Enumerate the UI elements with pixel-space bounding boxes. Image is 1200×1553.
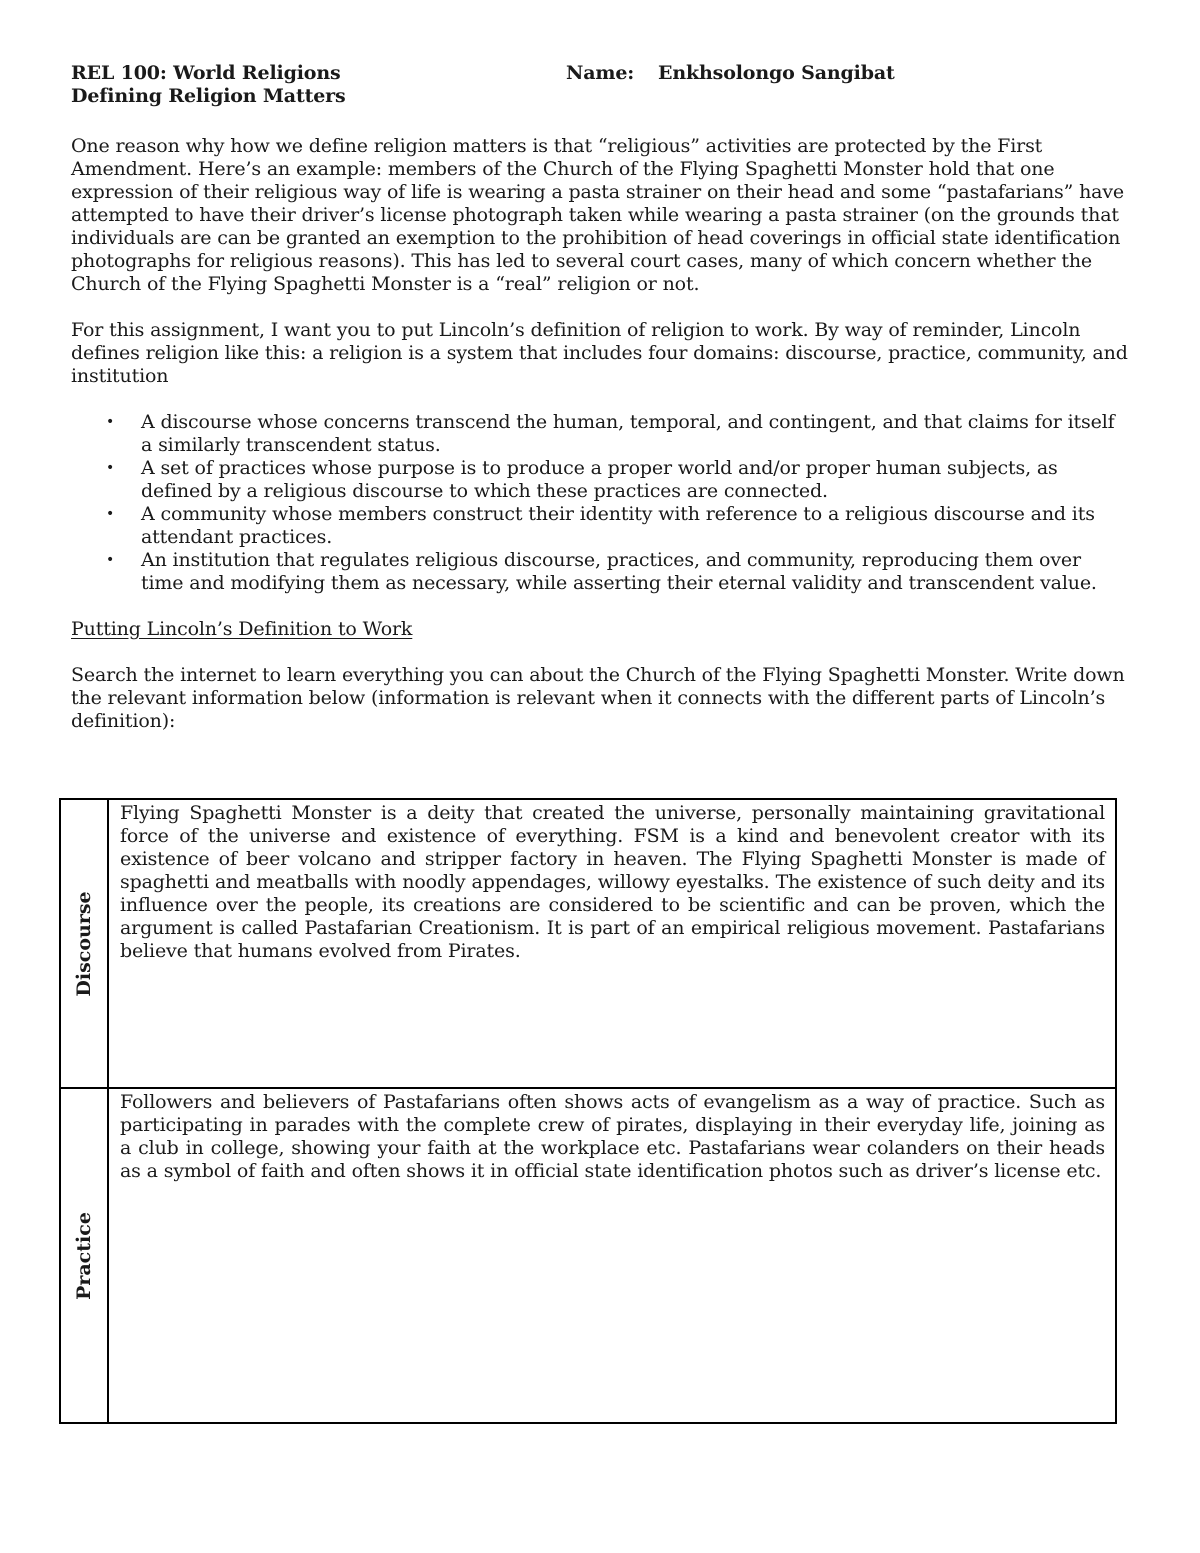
practice-answer[interactable]: Followers and believers of Pastafarians often shows acts of evangelism as a way of practice. Such as participating in parades with the complete crew of pirates, displaying in their everyday life, joining as a club in college, showing your faith at the workplace etc. Pastafarians wear colanders on their heads as a symbol of faith and often shows it in official state identification photos such as driver’s license etc. — [120, 1091, 1105, 1182]
definition-list — [71, 411, 1131, 595]
course-title: REL 100: World Religions — [71, 62, 341, 84]
row-label: Discourse — [73, 890, 95, 997]
definition-text: A community whose members construct their identity with reference to a religious discourse and its attendant practices. — [141, 503, 1095, 548]
row-label-cell — [61, 1089, 109, 1422]
table-row-discourse — [61, 800, 1115, 1089]
bullet-icon: • — [106, 506, 115, 522]
definition-text: A discourse whose concerns transcend the human, temporal, and contingent, and that claims for itself a similarly transcendent status. — [141, 411, 1115, 456]
row-label-cell — [61, 800, 109, 1087]
assignment-title: Defining Religion Matters — [71, 85, 346, 107]
student-name: Enkhsolongo Sangibat — [658, 62, 895, 84]
list-item — [71, 503, 1131, 549]
bullet-icon: • — [106, 552, 115, 568]
answer-table — [59, 798, 1117, 1424]
discourse-answer[interactable]: Flying Spaghetti Monster is a deity that created the universe, personally maintaining gravitational force of the universe and existence of everything. FSM is a kind and benevolent creator with its existence of beer volcano and stripper factory in heaven. The Flying Spaghetti Monster is made of spaghetti and meatballs with noodly appendages, willowy eyestalks. The existence of such deity and its influence over the people, its creations are considered to be scientific and can be proven, which the argument is called Pastafarian Creationism. It is part of an empirical religious movement. Pastafarians believe that humans evolved from Pirates. — [120, 802, 1105, 962]
document-page — [71, 62, 1131, 733]
assignment-paragraph: For this assignment, I want you to put Lincoln’s definition of religion to work. By way of reminder, Lincoln defines religion like this: a religion is a system that includes four domains: discourse, practice, community, and institution — [71, 319, 1128, 387]
section-heading: Putting Lincoln’s Definition to Work — [71, 618, 413, 640]
list-item — [71, 411, 1131, 457]
student-name-block — [566, 62, 895, 85]
name-label: Name: — [566, 62, 635, 84]
table-row-practice — [61, 1089, 1115, 1422]
bullet-icon: • — [106, 460, 115, 476]
bullet-icon: • — [106, 414, 115, 430]
row-label: Practice — [73, 1211, 95, 1300]
list-item — [71, 549, 1131, 595]
list-item — [71, 457, 1131, 503]
definition-text: An institution that regulates religious discourse, practices, and community, reproducing them over time and modifying them as necessary, while asserting their eternal validity and transcendent value. — [141, 549, 1097, 594]
instructions-paragraph: Search the internet to learn everything you can about the Church of the Flying Spaghetti Monster. Write down the relevant information below (information is relevant when it connects with the different parts of Lincoln’s definition): — [71, 664, 1125, 732]
definition-text: A set of practices whose purpose is to produce a proper world and/or proper human subjects, as defined by a religious discourse to which these practices are connected. — [141, 457, 1058, 502]
header-line — [71, 62, 1131, 85]
intro-paragraph: One reason why how we define religion matters is that “religious” activities are protected by the First Amendment. Here’s an example: members of the Church of the Flying Spaghetti Monster hold that one expression of their religious way of life is wearing a pasta strainer on their head and some “pastafarians” have attempted to have their driver’s license photograph taken while wearing a pasta strainer (on the grounds that individuals are can be granted an exemption to the prohibition of head coverings in official state identification photographs for religious reasons). This has led to several court cases, many of which concern whether the Church of the Flying Spaghetti Monster is a “real” religion or not. — [71, 135, 1125, 295]
